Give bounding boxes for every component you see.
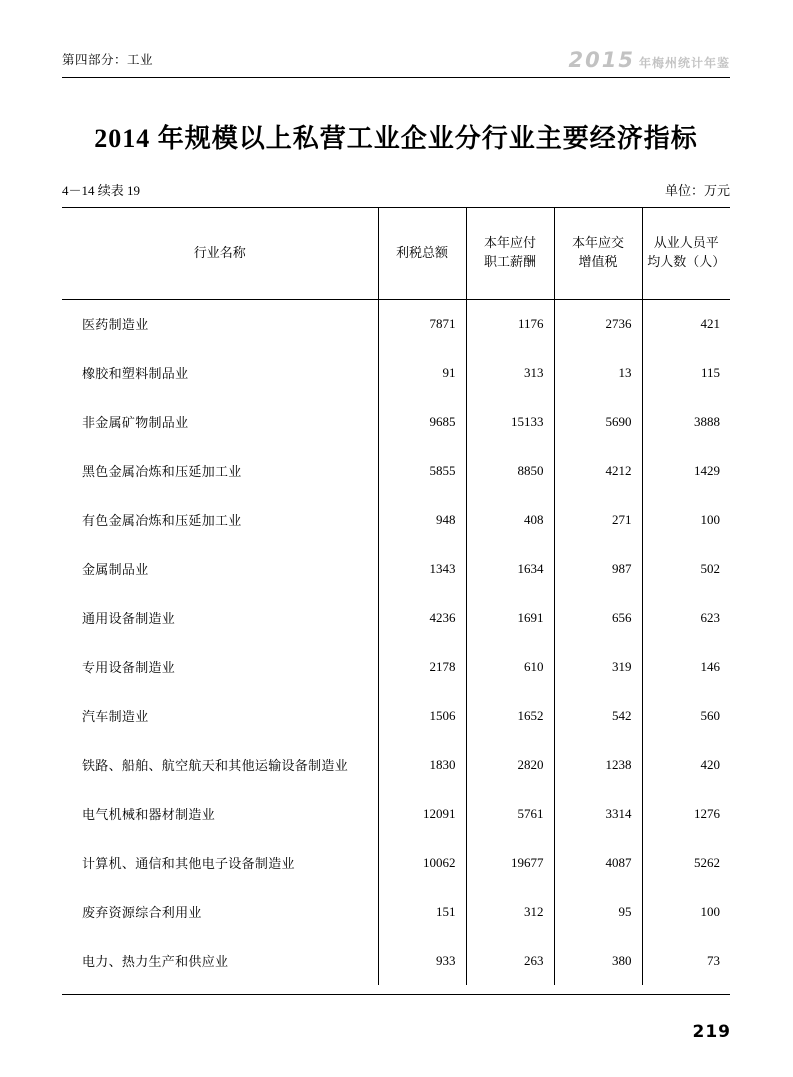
table-row	[62, 740, 730, 789]
row-vat: 5690	[554, 397, 642, 446]
table-row	[62, 495, 730, 544]
row-vat: 4087	[554, 838, 642, 887]
row-payroll: 408	[466, 495, 554, 544]
row-vat: 2736	[554, 299, 642, 348]
row-employees: 1276	[642, 789, 730, 838]
row-vat: 4212	[554, 446, 642, 495]
column-header-industry	[62, 207, 378, 299]
column-header-vat	[554, 207, 642, 299]
row-payroll: 5761	[466, 789, 554, 838]
row-employees: 3888	[642, 397, 730, 446]
row-vat: 13	[554, 348, 642, 397]
row-employees: 623	[642, 593, 730, 642]
row-tax-profit: 10062	[378, 838, 466, 887]
row-tax-profit: 933	[378, 936, 466, 985]
row-employees: 560	[642, 691, 730, 740]
row-industry-name: 通用设备制造业	[82, 611, 176, 626]
row-employees: 115	[642, 348, 730, 397]
table-row	[62, 593, 730, 642]
unit-label: 单位：万元	[664, 183, 730, 198]
header-book-text: 年梅州统计年鉴	[638, 56, 730, 70]
page-number: 219	[692, 1022, 731, 1042]
table-row	[62, 936, 730, 985]
page-title: 2014 年规模以上私营工业企业分行业主要经济指标	[94, 124, 698, 153]
row-industry-name: 废弃资源综合利用业	[82, 905, 202, 920]
row-payroll: 1691	[466, 593, 554, 642]
row-payroll: 610	[466, 642, 554, 691]
row-industry-name: 铁路、船舶、航空航天和其他运输设备制造业	[82, 758, 349, 773]
table-number-label: 4－14 续表 19	[62, 183, 141, 198]
page-header	[62, 48, 730, 74]
row-industry-name: 电气机械和器材制造业	[82, 807, 216, 822]
row-vat: 542	[554, 691, 642, 740]
row-tax-profit: 5855	[378, 446, 466, 495]
row-tax-profit: 1830	[378, 740, 466, 789]
row-vat: 271	[554, 495, 642, 544]
table-row	[62, 887, 730, 936]
row-vat: 987	[554, 544, 642, 593]
column-header-employees-line1: 从业人员平	[653, 235, 719, 251]
table-header-row	[62, 207, 730, 299]
row-tax-profit: 9685	[378, 397, 466, 446]
column-header-industry-line1: 行业名称	[193, 244, 246, 260]
row-vat: 95	[554, 887, 642, 936]
row-industry-name: 电力、热力生产和供应业	[82, 954, 229, 969]
table-row	[62, 642, 730, 691]
row-payroll: 312	[466, 887, 554, 936]
row-vat: 1238	[554, 740, 642, 789]
header-divider	[62, 77, 730, 78]
row-industry-name: 金属制品业	[82, 562, 149, 577]
row-vat: 3314	[554, 789, 642, 838]
row-tax-profit: 4236	[378, 593, 466, 642]
header-year-text: 2015	[568, 48, 635, 72]
table-bottom-border	[62, 994, 730, 995]
row-tax-profit: 12091	[378, 789, 466, 838]
table-head	[62, 207, 730, 299]
column-header-payroll-line2: 职工薪酬	[483, 254, 536, 269]
column-header-tax-profit-line1: 利税总额	[395, 244, 448, 260]
row-employees: 421	[642, 299, 730, 348]
row-vat: 656	[554, 593, 642, 642]
row-industry-name: 橡胶和塑料制品业	[82, 366, 189, 381]
row-industry-name: 医药制造业	[82, 317, 149, 332]
table-row	[62, 299, 730, 348]
subtitle-row	[62, 180, 730, 198]
row-tax-profit: 1343	[378, 544, 466, 593]
row-industry-name: 有色金属冶炼和压延加工业	[82, 513, 242, 528]
table-row	[62, 544, 730, 593]
row-payroll: 1652	[466, 691, 554, 740]
row-employees: 146	[642, 642, 730, 691]
row-payroll: 313	[466, 348, 554, 397]
row-tax-profit: 7871	[378, 299, 466, 348]
row-vat: 319	[554, 642, 642, 691]
row-payroll: 19677	[466, 838, 554, 887]
row-employees: 100	[642, 887, 730, 936]
row-industry-name: 专用设备制造业	[82, 660, 176, 675]
table-row	[62, 789, 730, 838]
row-industry-name: 计算机、通信和其他电子设备制造业	[82, 856, 295, 871]
row-employees: 73	[642, 936, 730, 985]
column-header-payroll-line1: 本年应付	[483, 235, 536, 251]
header-watermark	[569, 48, 730, 72]
row-tax-profit: 1506	[378, 691, 466, 740]
column-header-vat-line2: 增值税	[578, 254, 618, 269]
row-employees: 5262	[642, 838, 730, 887]
table-body	[62, 299, 730, 985]
row-payroll: 2820	[466, 740, 554, 789]
header-section-label: 第四部分：工业	[62, 53, 154, 67]
table-row	[62, 838, 730, 887]
row-employees: 1429	[642, 446, 730, 495]
row-industry-name: 黑色金属冶炼和压延加工业	[82, 464, 242, 479]
row-tax-profit: 948	[378, 495, 466, 544]
row-tax-profit: 151	[378, 887, 466, 936]
column-header-vat-line1: 本年应交	[571, 235, 624, 251]
statistics-table	[62, 207, 730, 985]
row-employees: 100	[642, 495, 730, 544]
row-employees: 502	[642, 544, 730, 593]
column-header-payroll	[466, 207, 554, 299]
row-tax-profit: 2178	[378, 642, 466, 691]
row-payroll: 1176	[466, 299, 554, 348]
table-row	[62, 446, 730, 495]
row-payroll: 15133	[466, 397, 554, 446]
column-header-employees	[642, 207, 730, 299]
table-row	[62, 691, 730, 740]
table-row	[62, 348, 730, 397]
column-header-employees-line2: 均人数（人）	[647, 254, 726, 269]
row-employees: 420	[642, 740, 730, 789]
row-industry-name: 汽车制造业	[82, 709, 149, 724]
table-row	[62, 397, 730, 446]
column-header-tax-profit	[378, 207, 466, 299]
row-payroll: 263	[466, 936, 554, 985]
row-payroll: 8850	[466, 446, 554, 495]
row-industry-name: 非金属矿物制品业	[82, 415, 189, 430]
row-vat: 380	[554, 936, 642, 985]
row-tax-profit: 91	[378, 348, 466, 397]
row-payroll: 1634	[466, 544, 554, 593]
